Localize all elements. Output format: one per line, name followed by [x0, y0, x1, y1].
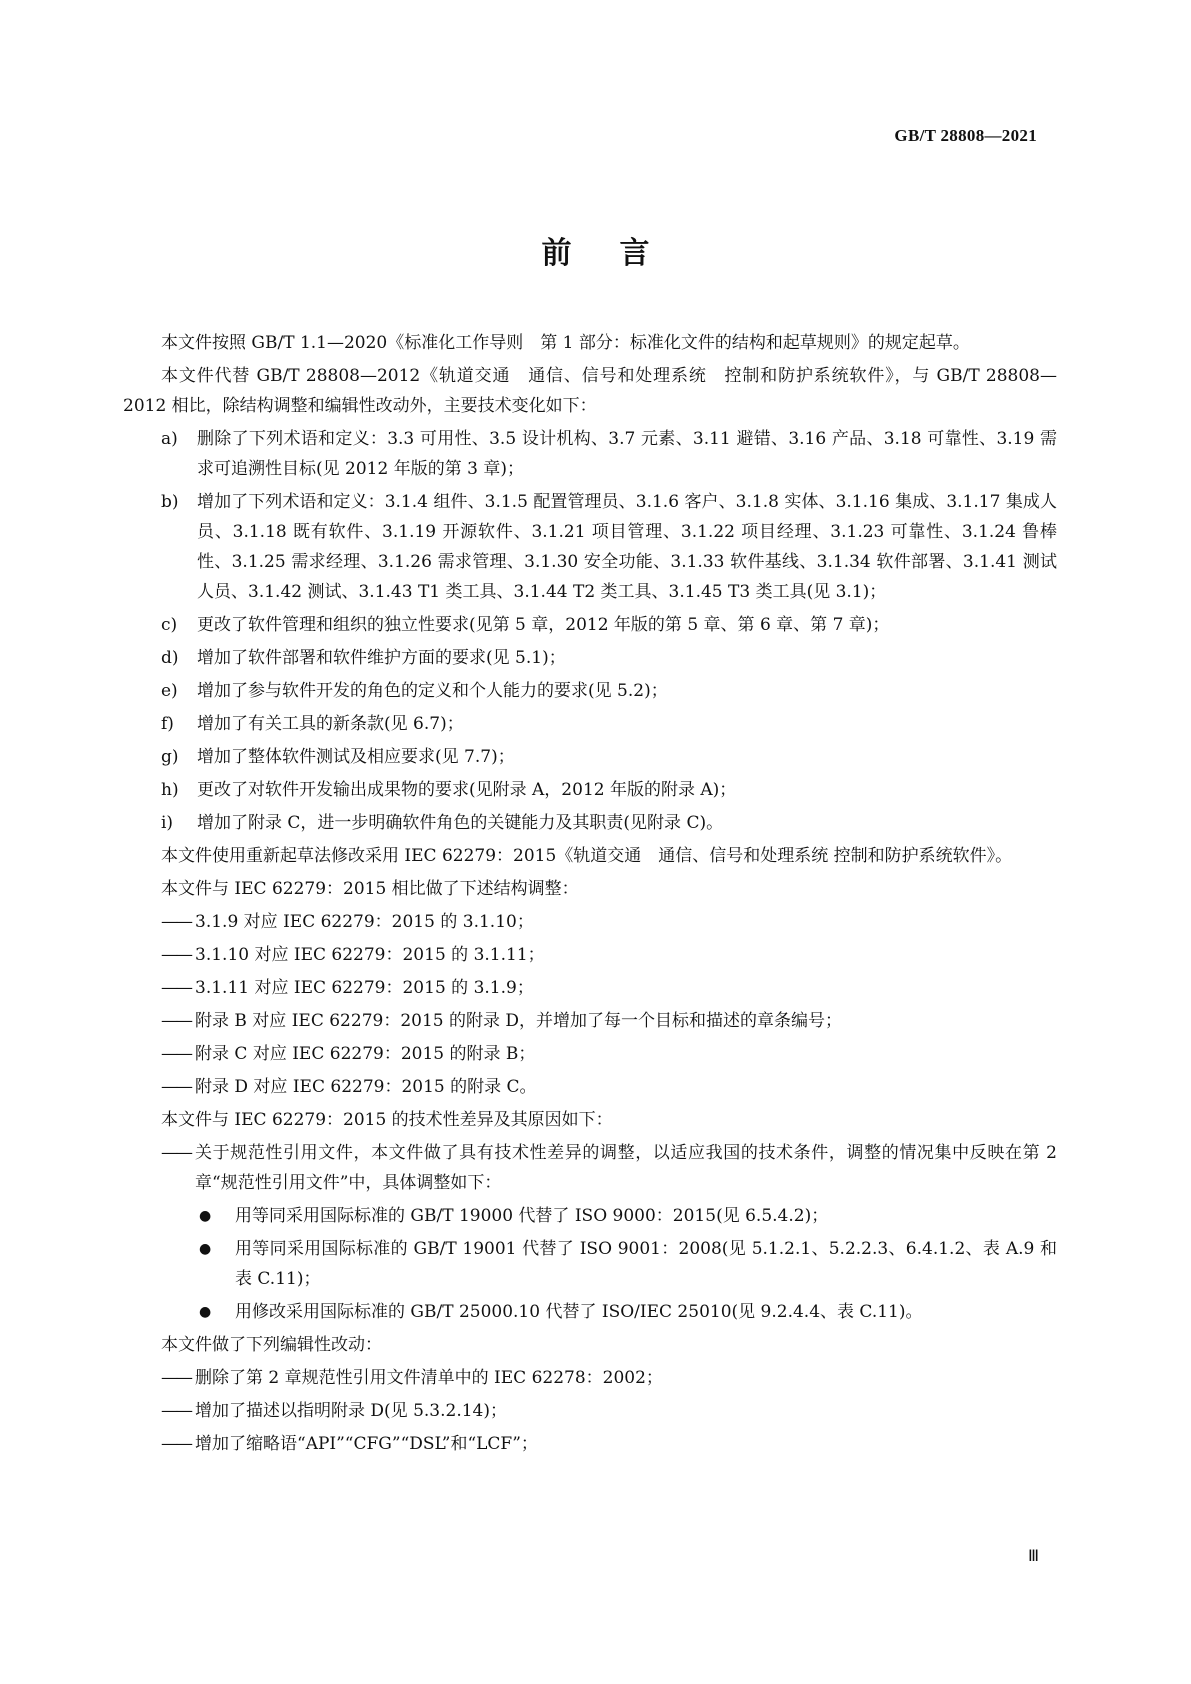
list-item: ● 用修改采用国际标准的 GB/T 25000.10 代替了 ISO/IEC 25010(见 9.2.4.4、表 C.11)。: [199, 1297, 1057, 1327]
bullet-icon: ●: [199, 1241, 212, 1257]
list-item: —— 附录 C 对应 IEC 62279：2015 的附录 B；: [161, 1044, 536, 1064]
list-item: f) 增加了有关工具的新条款(见 6.7)；: [161, 714, 464, 734]
page-title: 前言: [541, 236, 698, 271]
list-item: g) 增加了整体软件测试及相应要求(见 7.7)；: [161, 747, 515, 767]
list-item: e) 增加了参与软件开发的角色的定义和个人能力的要求(见 5.2)；: [161, 681, 668, 701]
adoption-paragraph: 本文件使用重新起草法修改采用 IEC 62279：2015《轨道交通 通信、信号和处理系统 控制和防护系统软件》。: [161, 846, 1013, 866]
list-item: d) 增加了软件部署和软件维护方面的要求(见 5.1)；: [161, 648, 566, 668]
list-item: —— 3.1.10 对应 IEC 62279：2015 的 3.1.11；: [161, 945, 545, 965]
list-item: i) 增加了附录 C，进一步明确软件角色的关键能力及其职责(见附录 C)。: [161, 813, 724, 833]
list-item: ● 用等同采用国际标准的 GB/T 19001 代替了 ISO 9001：2008(见 5.1.2.1、5.2.2.3、6.4.1.2、表 A.9 和表 C.11)；: [199, 1234, 1057, 1294]
structure-intro: 本文件与 IEC 62279：2015 相比做了下述结构调整：: [161, 879, 579, 899]
list-item: —— 增加了缩略语“API”“CFG”“DSL”和“LCF”；: [161, 1434, 538, 1454]
document-id: GB/T 28808—2021: [894, 126, 1037, 145]
technical-changes-list: [123, 424, 1057, 838]
list-item: ● 用等同采用国际标准的 GB/T 19000 代替了 ISO 9000：2015(见 6.5.4.2)；: [199, 1201, 1057, 1231]
structure-adjustments-list: [123, 907, 1057, 1102]
list-item: —— 增加了描述以指明附录 D(见 5.3.2.14)；: [161, 1401, 507, 1421]
technical-differences-intro: 本文件与 IEC 62279：2015 的技术性差异及其原因如下：: [161, 1110, 613, 1130]
list-item: —— 删除了第 2 章规范性引用文件清单中的 IEC 62278：2002；: [161, 1368, 663, 1388]
intro-paragraph-1: 本文件按照 GB/T 1.1—2020《标准化工作导则 第 1 部分：标准化文件的结构和起草规则》的规定起草。: [161, 333, 970, 353]
reference-adjustments-list: [123, 1201, 1057, 1327]
bullet-icon: ●: [199, 1304, 212, 1320]
intro-paragraph-2: 本文件代替 GB/T 28808—2012《轨道交通 通信、信号和处理系统 控制和防护系统软件》，与 GB/T 28808—2012 相比，除结构调整和编辑性改动外，主要技术变化如下：: [123, 366, 1057, 416]
editorial-changes-list: [123, 1363, 1057, 1459]
list-item: —— 3.1.9 对应 IEC 62279：2015 的 3.1.10；: [161, 912, 534, 932]
list-item: b) 增加了下列术语和定义：3.1.4 组件、3.1.5 配置管理员、3.1.6 客户、3.1.8 实体、3.1.16 集成、3.1.17 集成人员、3.1.18 既有软件、3.1.19 开源软件、3.1.21 项目管理、3.1.22 项目经理、3.1.23 可靠性、3.1.24 鲁棒性、3.1.25 需求经理、3.1.26 需求管理、3.1.30 安全功能、3.1.33 软件基线、3.1.34 软件部署、3.1.41 测试人员、3.1.42 测试、3.1.43 T1 类工具、3.1.44 T2 类工具、3.1.45 T3 类工具(见 3.1)；: [161, 492, 1057, 602]
list-item: h) 更改了对软件开发输出成果物的要求(见附录 A，2012 年版的附录 A)；: [161, 780, 737, 800]
editorial-changes-intro: 本文件做了下列编辑性改动：: [161, 1335, 382, 1355]
list-item: —— 附录 D 对应 IEC 62279：2015 的附录 C。: [161, 1077, 537, 1097]
bullet-icon: ●: [199, 1208, 212, 1224]
page-number: Ⅲ: [1027, 1548, 1039, 1565]
list-item: —— 附录 B 对应 IEC 62279：2015 的附录 D，并增加了每一个目标和描述的章条编号；: [161, 1011, 843, 1031]
document-body: [123, 328, 1057, 1462]
list-item: a) 删除了下列术语和定义：3.3 可用性、3.5 设计机构、3.7 元素、3.11 避错、3.16 产品、3.18 可靠性、3.19 需求可追溯性目标(见 2012 年版的第 3 章)；: [161, 429, 1057, 479]
list-item: —— 关于规范性引用文件，本文件做了具有技术性差异的调整，以适应我国的技术条件，调整的情况集中反映在第 2 章“规范性引用文件”中，具体调整如下：: [161, 1143, 1057, 1193]
list-item: c) 更改了软件管理和组织的独立性要求(见第 5 章，2012 年版的第 5 章、第 6 章、第 7 章)；: [161, 615, 890, 635]
list-item: —— 3.1.11 对应 IEC 62279：2015 的 3.1.9；: [161, 978, 534, 998]
